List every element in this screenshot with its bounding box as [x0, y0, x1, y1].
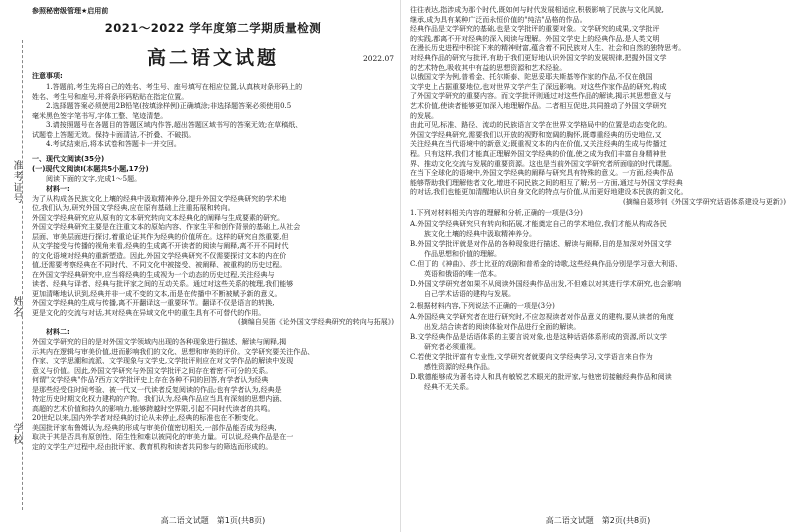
option-line: A.外国文学经典研究只有转向和拓展,才能奠定自己的学术地位,我们才能从构成各民	[410, 220, 667, 228]
option-line: C.但丁的《神曲》、莎士比亚的戏剧和普希金的诗歌,这些经典作品分别是学习意大利语、	[410, 260, 683, 268]
option-line: 感性资源的经典作品。	[424, 363, 494, 371]
option-line: D.歌德能够成为著名诗人和具有敏锐艺术眼光的批评家,与他密切接触经典作品和阅读	[410, 373, 672, 381]
option-line: B.文学经典作品是话语体系的主要言说对象,也是这种话语体系形成的资源,所以文学	[410, 333, 667, 341]
option-line: 族文化土壤的经典中汲取精神养分。	[424, 230, 536, 238]
option-line: 出发,结合读者的阅读体验对作品进行全面的解读。	[424, 323, 581, 331]
paragraph-line: 外国文学经典的生成与传播,离不开翻译这一重要环节。翻译不仅是语言的转换,	[32, 299, 275, 307]
paragraph-line: 读者、经典与译者、经典与批评家之间的互动关系。通过对这些关系的梳理,我们能够	[32, 280, 294, 288]
notice-line: 3.请按照题号在各题目的答题区域内作答,超出答题区域书写的答案无效;在草稿纸、	[46, 121, 303, 129]
section-heading: 一、现代文阅读(35分)	[32, 154, 105, 163]
option-line: B.外国文学批评就是对作品的各种现象进行描述、解读与阐释,目的是加深对外国文学	[410, 240, 672, 248]
paragraph-line: 从文学接受与传播的视角来看,经典的生成离不开读者的阅读与阐释,离不开不同时代	[32, 242, 289, 250]
instruction: 阅读下面的文字,完成1～5题。	[46, 174, 142, 183]
paragraph-line: 由此可见,标准、路径、流动的民族语言文学在世界文学格局中的位置是动态变化的。	[410, 121, 672, 130]
paragraph-line: 的对话,我们也能更加清醒地认识自身文化的特点与价值,从而更好地建设本民族的新文化。	[410, 188, 688, 197]
option-line: 作品思想和价值的理解。	[424, 250, 501, 258]
paragraph-line: 往往表达,指涉成为那个时代,既如何与时代发展相适应,积极影响了民族与文化风貌,	[410, 6, 664, 14]
option-line: 研究者必须重视。	[424, 343, 480, 351]
subsection-heading: (一)现代文阅读Ⅰ(本题共5小题,17分)	[32, 164, 149, 173]
paragraph-line: 特定历史时期文化权力建构的产物。我们认为,经典作品应当具有深刻的思想内涵、	[32, 395, 287, 403]
page-two	[410, 0, 786, 532]
paragraph-line: 何谓"文学经典"作品?西方文学批评史上存在各种不同的回答,有学者认为经典	[32, 376, 269, 384]
paragraph-line: 了外国文学研究的重要内容。而文学批评则通过对这些作品的解读,揭示其思想意义与	[410, 92, 672, 101]
exam-name: 2021～2022 学年度第二学期质量检测	[104, 21, 322, 35]
paragraph-line: 在外国文学经典研究中,应当将经典的生成视为一个动态的历史过程,关注经典与	[32, 270, 275, 279]
binding-line	[22, 40, 23, 510]
page-divider	[400, 0, 401, 532]
school-label: 学校	[11, 423, 22, 445]
paragraph-line: 在当下全球化的语境中,外国文学经典的阐释与研究具有特殊的意义。一方面,经典作品	[410, 169, 674, 178]
page-one	[32, 0, 394, 532]
paragraph-line: 位,我们认为,研究外国文学经典,应在原有基础上注重拓展和转向。	[32, 204, 235, 212]
binding-margin	[0, 0, 30, 532]
option-line: 经典不无关系。	[424, 383, 473, 391]
paragraph-line: 示其内在逻辑与审美价值,进而影响我们的文化、思想和审美的评价。文学研究要关注作品、	[32, 347, 315, 356]
notice-line: 姓名、考生号和座号,并将条形码粘贴在指定位置。	[32, 92, 189, 101]
paragraph-line: 的实践,都离不开对经典的深入阅读与理解。外国文学史上的经典作品,是人类文明	[410, 34, 660, 43]
paragraph-line: 美国批评家布鲁姆认为,经典的形成与审美价值密切相关,一部作品能否成为经典,	[32, 423, 277, 432]
paragraph-line: 层面、审美层面进行探讨,着重论证其作为经典的价值所在。这样的研究自然重要,但	[32, 232, 289, 241]
paragraph-line: 经典作品是文学研究的基础,也是文学批评的重要对象。文学研究的成果,文学批评	[410, 25, 660, 34]
paragraph-line: 文学史上占据重要地位,也对世界文学产生了深远影响。对这些作家作品的研究,构成	[410, 82, 667, 91]
exam-date: 2022.07	[362, 54, 394, 63]
paragraph-line: 对经典作品的研究与批评,有助于我们更好地认识外国文学的发展规律,把握外国文学	[410, 54, 667, 62]
exam-number-label: 准考证号	[11, 160, 22, 204]
paragraph-line: 外国文学经典研究主要是在注重文本的原始内容、作家生平和创作背景的基础上,从社会	[32, 223, 301, 231]
notice-line: 1.答题前,考生先将自己的姓名、考生号、座号填写在相应位置,认真核对条形码上的	[46, 83, 303, 91]
material-label: 材料一:	[46, 184, 70, 193]
option-line: C.若使文学批评富有专业性,文学研究者就要向文学经典学习,文学语言来自作为	[410, 353, 653, 361]
paragraph-line: 外国文学经典研究应从原有的文本研究转向文本经典化的阐释与生成要素的研究。	[32, 213, 284, 222]
paragraph-line: 定的文学生产过程中,经由批评家、教育机构和读者共同参与的筛选而形成的。	[32, 442, 273, 451]
question-2: 2.根据材料内容,下列说法不正确的一项是(3分)	[410, 302, 555, 310]
paragraph-line: 是那些经受住时间考验、被一代又一代读者反复阅读的作品;也有学者认为,经典是	[32, 385, 282, 394]
paragraph-line: 继承,成为具有某种广泛而永恒价值的"纯洁"品格的作品。	[410, 15, 587, 24]
paragraph-line: 为了从构成各民族文化上壤的经典中汲取精神养分,提升外国文学经典研究的学术地	[32, 194, 287, 203]
option-line: D.外国文学研究者如果不从阅读外国经典作品出发,不但难以对其进行学术研究,也会影响	[410, 280, 682, 288]
paragraph-line: 关注经典在当代语境中的新意义;既重视文本的内在价值,又关注经典的生成与传播过	[410, 140, 667, 149]
page-title: 高二语文试题	[146, 47, 279, 69]
source-citation: (摘编自聂珍钊《外国文学研究话语体系建设与更新》)	[623, 198, 786, 206]
paragraph-line: 值,还需要考察经典在不同时代、不同文化中被接受、被阐释、被重构的历史过程。	[32, 261, 287, 269]
option-line: 自己学术话语的建构与发展。	[424, 290, 515, 298]
paragraph-line: 作家、文学思潮和流派、文学现象与文学史,文学批评则应在对文学作品的解读中发现	[32, 357, 294, 365]
page-footer: 高二语文试题 第2页(共8页)	[545, 516, 651, 525]
paragraph-line: 意义与价值。因此,外国文学研究与外国文学批评之间存在着密不可分的关系。	[32, 366, 273, 375]
notice-line: 2.选择题答案必须使用2B铅笔(按填涂样例)正确填涂;非选择题答案必须使用0.5	[46, 102, 292, 110]
name-label: 姓名	[11, 296, 22, 318]
option-line: A.外国经典文学研究者在进行研究时,不应忽视读者对作品意义的建构,要从读者的角度	[410, 313, 674, 321]
paragraph-line: 在漫长历史进程中积淀下来的精神财富,蕴含着不同民族对人生、社会和自然的独特思考。	[410, 44, 686, 53]
paragraph-line: 能够帮助我们理解他者文化,增进不同民族之间的相互了解;另一方面,通过与外国文学经典	[410, 178, 683, 187]
paragraph-line: 界、推动文化交流与发展的重要资源。这也是当前外国文学研究者所面临的时代课题。	[410, 159, 676, 168]
paragraph-line: 的艺术特色,吸收其中有益的思想资源和艺术经验。	[410, 63, 567, 72]
page-footer: 高二语文试题 第1页(共8页)	[160, 516, 266, 525]
paragraph-line: 高超的艺术价值和持久的影响力,能够跨越时空界限,引起不同时代读者的共鸣。	[32, 404, 275, 413]
notice-line: 毫米黑色签字笔书写,字体工整、笔迹清楚。	[32, 111, 168, 120]
paragraph-line: 取决于其是否具有原创性、陌生性和难以被同化的审美力量。可以说,经典作品是在一	[32, 433, 294, 441]
paragraph-line: 外国文学研究的目的是对外国文学领域内出现的各种现象进行描述、解读与阐释,揭	[32, 338, 287, 346]
paragraph-line: 以俄国文学为例,普希金、托尔斯泰、陀思妥耶夫斯基等作家的作品,不仅在俄国	[410, 73, 653, 82]
question-1: 1.下列对材料相关内容的理解和分析,正确的一项是(3分)	[410, 209, 583, 217]
option-line: 英语和俄语的唯一范本。	[424, 270, 501, 278]
paragraph-line: 20世纪以来,国内外学者对经典的讨论从未停止,经典的标准也在不断变化。	[32, 414, 263, 422]
paragraph-line: 的文化语境对经典的重新塑造。因此,外国文学经典研究不仅需要探讨文本的内在价	[32, 251, 287, 260]
paragraph-line: 艺术价值,使读者能够更加深入地理解作品。二者相互促进,共同推动了外国文学研究	[410, 102, 667, 110]
notice-line: 试题卷上答题无效。保持卡面清洁,不折叠、不破损。	[32, 130, 196, 139]
confidential-mark: 参照秘密级管理★启用前	[32, 7, 109, 15]
paragraph-line: 更是文化的交流与对话,其对经典在异域文化中的重生具有不可替代的作用。	[32, 308, 266, 317]
material-label: 材料二:	[46, 328, 70, 336]
notice-heading: 注意事项:	[32, 72, 63, 80]
paragraph-line: 的发展。	[410, 111, 438, 120]
paragraph-line: 程。只有这样,我们才能真正理解外国文学经典的价值,使之成为我们丰富自身精神世	[410, 150, 667, 158]
paragraph-line: 更加清晰地认识到,经典并非一成不变的文本,而是在传播中不断被赋予新的意义。	[32, 289, 282, 298]
notice-line: 4.考试结束后,将本试卷和答题卡一并交回。	[46, 140, 181, 148]
source-citation: (摘编自吴笛《论外国文学经典研究的转向与拓展》)	[238, 318, 394, 326]
paragraph-line: 外国文学经典研究,需要我们以开放的视野和宽阔的胸怀,既尊重经典的历史地位,又	[410, 130, 662, 139]
